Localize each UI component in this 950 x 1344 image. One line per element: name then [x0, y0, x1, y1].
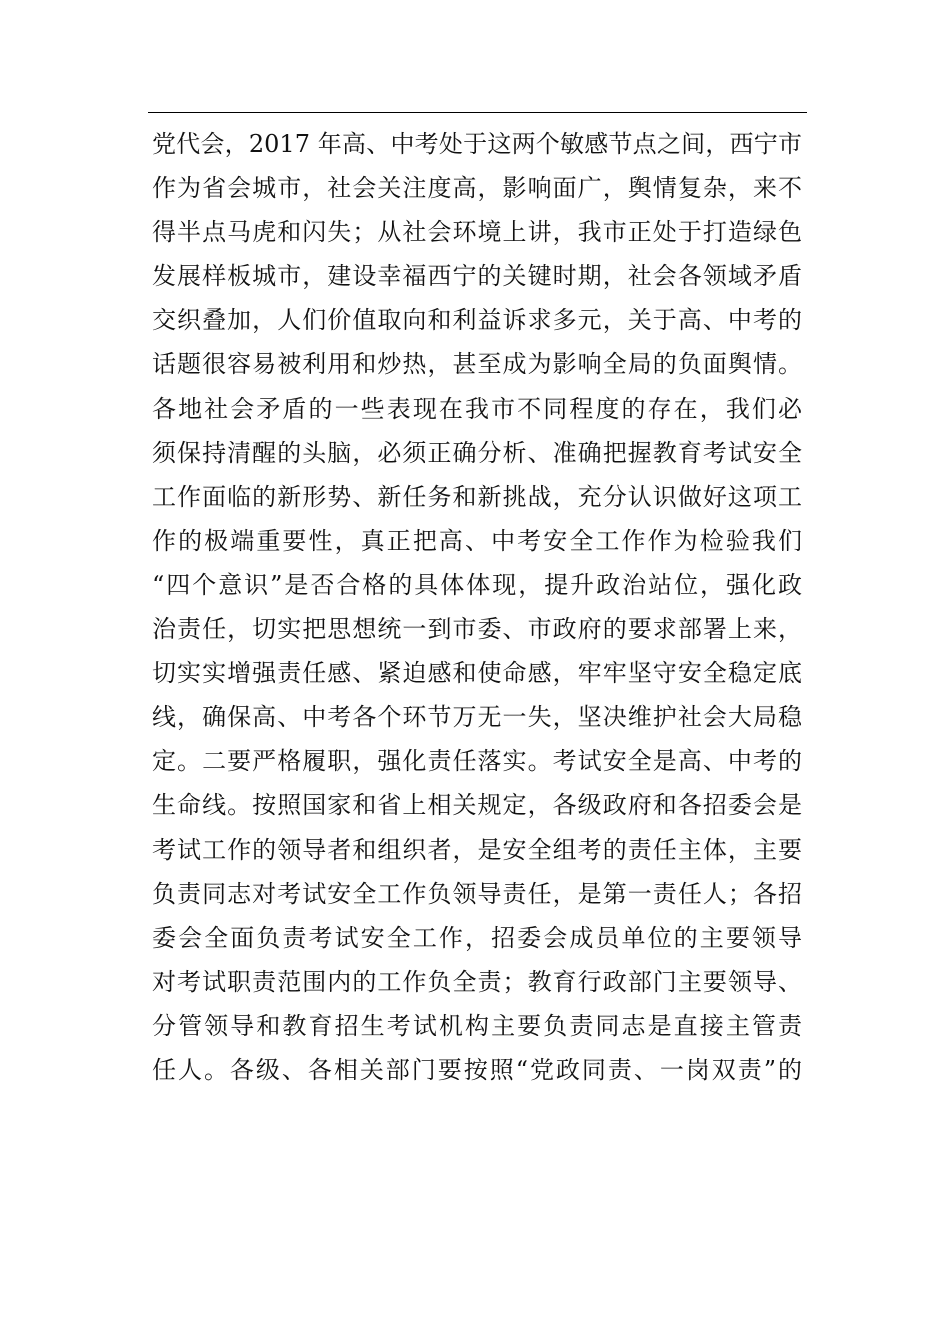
text-line: 负责同志对考试安全工作负领导责任，是第一责任人；各招 — [152, 879, 802, 908]
header-rule — [148, 112, 807, 113]
text-line: 分管领导和教育招生考试机构主要负责同志是直接主管责 — [152, 1011, 802, 1040]
text-line: 治责任，切实把思想统一到市委、市政府的要求部署上来， — [152, 615, 802, 644]
text-line: 各地社会矛盾的一些表现在我市不同程度的存在，我们必 — [152, 394, 802, 423]
text-line: 作为省会城市，社会关注度高，影响面广，舆情复杂，来不 — [152, 174, 802, 203]
body-text — [152, 122, 802, 1092]
text-line: “四个意识”是否合格的具体体现，提升政治站位，强化政 — [152, 570, 802, 599]
text-line: 考试工作的领导者和组织者，是安全组考的责任主体，主要 — [152, 835, 802, 864]
text-line: 生命线。按照国家和省上相关规定，各级政府和各招委会是 — [152, 791, 802, 820]
text-line: 工作面临的新形势、新任务和新挑战，充分认识做好这项工 — [152, 482, 802, 511]
text-line: 交织叠加，人们价值取向和利益诉求多元，关于高、中考的 — [152, 306, 802, 335]
text-line: 定。二要严格履职，强化责任落实。考试安全是高、中考的 — [152, 747, 802, 776]
text-line: 话题很容易被利用和炒热，甚至成为影响全局的负面舆情。 — [152, 350, 802, 379]
text-line: 党代会，2017 年高、中考处于这两个敏感节点之间，西宁市 — [152, 130, 802, 158]
text-line: 对考试职责范围内的工作负全责；教育行政部门主要领导、 — [152, 967, 802, 996]
text-line: 委会全面负责考试安全工作，招委会成员单位的主要领导 — [152, 923, 802, 952]
text-line: 切实实增强责任感、紧迫感和使命感，牢牢坚守安全稳定底 — [152, 659, 802, 688]
text-line: 线，确保高、中考各个环节万无一失，坚决维护社会大局稳 — [152, 703, 802, 732]
text-line: 任人。各级、各相关部门要按照“党政同责、一岗双责”的 — [152, 1055, 802, 1084]
text-line: 得半点马虎和闪失；从社会环境上讲，我市正处于打造绿色 — [152, 218, 802, 247]
text-line: 须保持清醒的头脑，必须正确分析、准确把握教育考试安全 — [152, 438, 802, 467]
text-line: 发展样板城市，建设幸福西宁的关键时期，社会各领域矛盾 — [152, 262, 802, 291]
text-line: 作的极端重要性，真正把高、中考安全工作作为检验我们 — [152, 526, 802, 555]
